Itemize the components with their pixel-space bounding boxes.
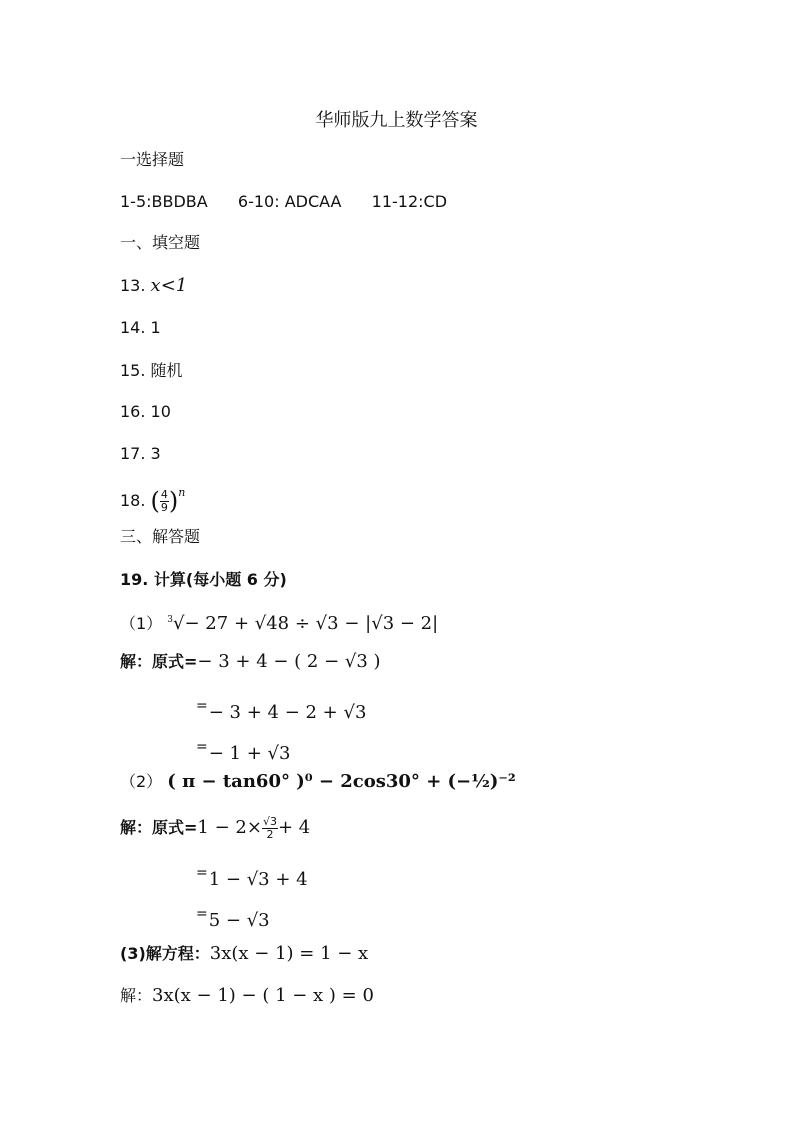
q19-part2-step3: =5 − √3 xyxy=(196,906,270,931)
q19-part2-step2: =1 − √3 + 4 xyxy=(196,865,308,890)
sqrt-3-term: 3 xyxy=(327,613,339,634)
choice-section-header: 一选择题 xyxy=(120,150,185,169)
solve-section-header: 三、解答题 xyxy=(120,527,201,546)
q19-part2-step3-expr: 5 − √3 xyxy=(208,910,270,931)
cube-root-term: − 27 xyxy=(184,613,229,634)
q19-part1-step1 xyxy=(120,652,381,672)
q19-part2-step1: 解：原式=1 − 2× $\frac{√3}{2}$ + 4 xyxy=(120,815,311,841)
q19-part1-step1-expr: − 3 + 4 − ( 2 − √3 ) xyxy=(197,651,381,672)
choice-answers-1-5: 1-5:BBDBA xyxy=(120,192,208,211)
sqrt-48-term: 48 xyxy=(266,613,290,634)
q19-part1-problem: （1） $^3$√− 27 + √48 ÷ √3 − |√3 − 2| xyxy=(120,613,439,634)
q19-part3-solve-label: 解： xyxy=(120,986,153,1005)
fill-section-header: 一、填空题 xyxy=(120,233,201,252)
fill-answer-15: 15. 随机 xyxy=(120,361,183,380)
q19-part1-step2-expr: − 3 + 4 − 2 + √3 xyxy=(208,702,367,723)
choice-answers-6-10: 6-10: ADCAA xyxy=(237,192,342,211)
q18-number: 18. xyxy=(120,491,146,510)
q19-part1-step3: =− 1 + √3 xyxy=(196,739,291,764)
page-title: 华师版九上数学答案 xyxy=(315,110,478,131)
q19-heading: 19. 计算(每小题 6 分) xyxy=(120,570,287,589)
choice-answers-11-12: 11-12:CD xyxy=(371,192,448,211)
fill-answer-13 xyxy=(120,276,187,296)
fill-answer-14: 14. 1 xyxy=(120,318,161,337)
fill-answer-18: 18. ( $\frac{4}{9}$ )$^n$ xyxy=(120,486,186,515)
q19-part1-step3-expr: − 1 + √3 xyxy=(208,743,291,764)
q19-part3-expr: 3x(x − 1) = 1 − x xyxy=(209,943,369,964)
abs-term: 3 − 2 xyxy=(382,613,433,634)
solve-label: 解：原式= xyxy=(120,652,198,671)
q13-answer: x<1 xyxy=(150,275,188,296)
q19-part2-step2-expr: 1 − √3 + 4 xyxy=(208,869,308,890)
q18-exponent: n xyxy=(178,486,186,499)
q19-part3-label: (3)解方程： xyxy=(120,944,210,963)
fill-answer-16: 16. 10 xyxy=(120,402,171,421)
q18-fraction: $\frac{4}{9}$ xyxy=(160,488,168,514)
q19-part3-step1-expr: 3x(x − 1) − ( 1 − x ) = 0 xyxy=(152,985,374,1006)
solve-label-2: 解：原式= xyxy=(120,818,198,837)
q19-part3-problem xyxy=(120,944,368,964)
q19-part2-expr: ( π − tan60° )⁰ − 2cos30° + (−½)⁻² xyxy=(167,771,516,792)
q19-part2-label: （2） xyxy=(120,772,163,791)
choice-answers-row xyxy=(120,192,447,212)
q19-part1-label: （1） xyxy=(120,614,163,633)
q19-part3-step1 xyxy=(120,986,374,1006)
q19-part2-problem xyxy=(120,772,516,792)
q13-number: 13. xyxy=(120,276,146,295)
q19-part1-step2: =− 3 + 4 − 2 + √3 xyxy=(196,698,367,723)
sqrt3-over-2: $\frac{√3}{2}$ xyxy=(262,815,277,841)
fill-answer-17: 17. 3 xyxy=(120,444,161,463)
